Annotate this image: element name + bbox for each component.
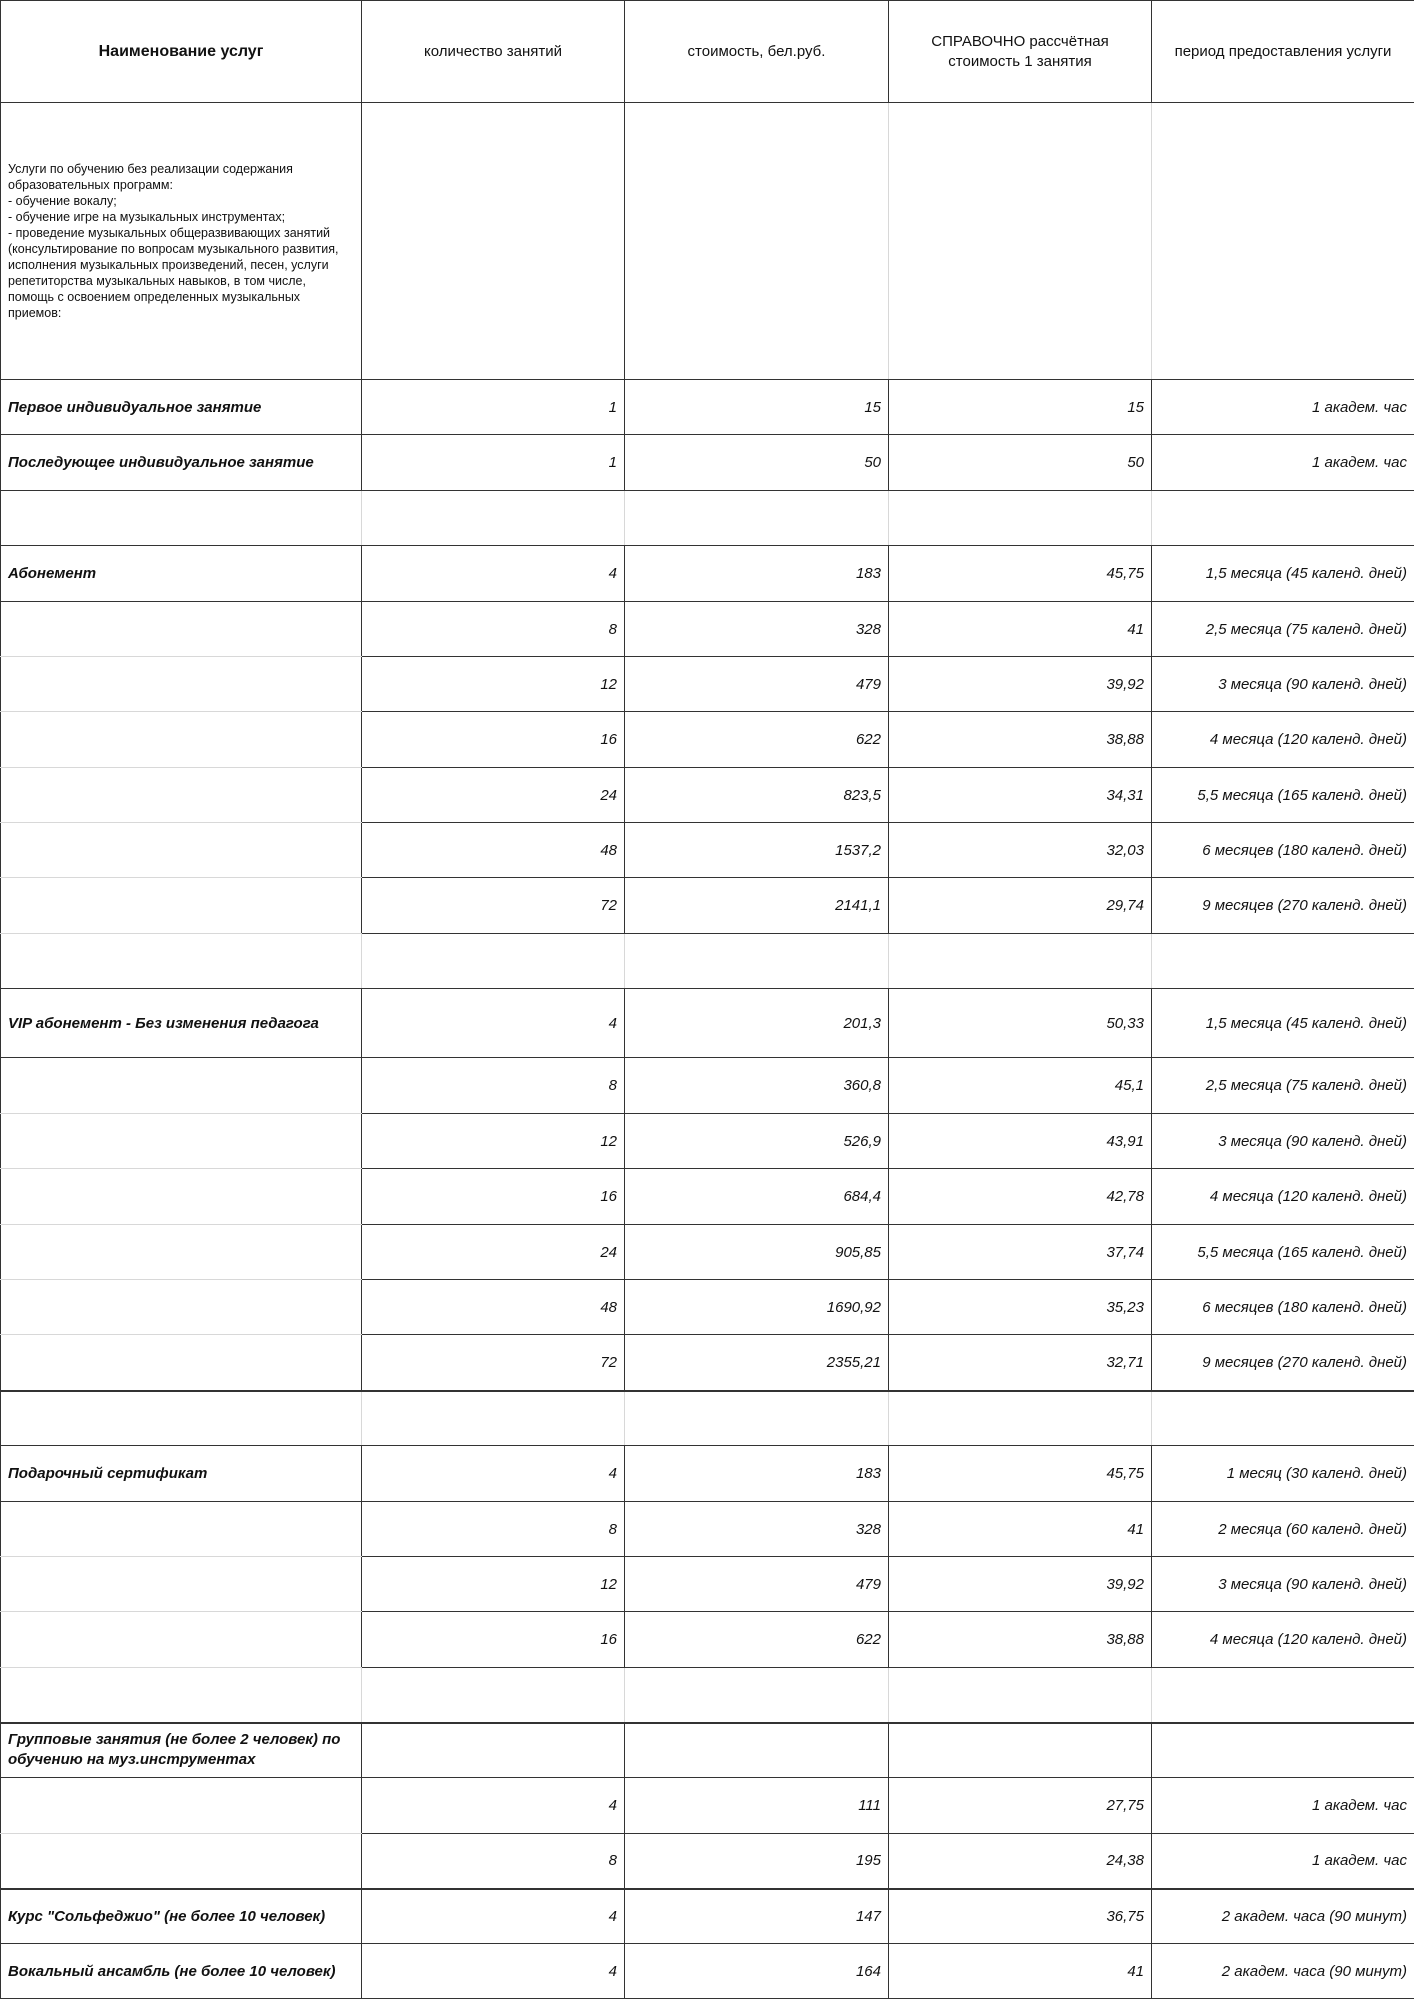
period-cell: 2 академ. часа (90 минут)	[1152, 1889, 1414, 1944]
period-cell: 1,5 месяца (45 календ. дней)	[1152, 989, 1414, 1058]
empty-cell	[1152, 934, 1414, 989]
header-price: стоимость, бел.руб.	[625, 1, 889, 103]
unit-price-cell: 39,92	[889, 657, 1152, 712]
header-name: Наименование услуг	[1, 1, 362, 103]
table-row	[1, 1114, 1414, 1169]
service-name-cell	[1, 878, 362, 934]
price-cell: 2141,1	[625, 878, 889, 934]
service-name-cell: Вокальный ансамбль (не более 10 человек)	[1, 1944, 362, 1999]
empty-cell	[1, 1391, 362, 1446]
lesson-count-cell: 8	[362, 1058, 625, 1114]
header-period: период предоставления услуги	[1152, 1, 1414, 103]
price-cell	[625, 1723, 889, 1778]
service-name-cell	[1, 1225, 362, 1280]
price-cell: 147	[625, 1889, 889, 1944]
period-cell: 2,5 месяца (75 календ. дней)	[1152, 1058, 1414, 1114]
price-cell: 164	[625, 1944, 889, 1999]
table-row	[1, 657, 1414, 712]
table-row	[1, 435, 1414, 491]
period-cell: 1 академ. час	[1152, 380, 1414, 435]
unit-price-cell: 45,75	[889, 546, 1152, 602]
lesson-count-cell: 72	[362, 878, 625, 934]
period-cell: 3 месяца (90 календ. дней)	[1152, 1114, 1414, 1169]
table-row	[1, 1778, 1414, 1834]
lesson-count-cell: 16	[362, 1169, 625, 1225]
table-row	[1, 1169, 1414, 1225]
table-row	[1, 1612, 1414, 1668]
empty-cell	[1152, 103, 1414, 380]
empty-cell	[889, 1391, 1152, 1446]
service-name-cell: Курс "Сольфеджио" (не более 10 человек)	[1, 1889, 362, 1944]
price-cell: 823,5	[625, 768, 889, 823]
empty-cell	[1, 491, 362, 546]
description-row	[1, 103, 1414, 380]
service-name-cell	[1, 768, 362, 823]
service-name-cell	[1, 1557, 362, 1612]
unit-price-cell	[889, 1723, 1152, 1778]
service-name-cell: Групповые занятия (не более 2 человек) по обучению на муз.инструментах	[1, 1723, 362, 1778]
service-name-cell: Подарочный сертификат	[1, 1446, 362, 1502]
empty-cell	[362, 103, 625, 380]
period-cell: 4 месяца (120 календ. дней)	[1152, 712, 1414, 768]
lesson-count-cell: 1	[362, 380, 625, 435]
unit-price-cell: 32,71	[889, 1335, 1152, 1391]
table-row	[1, 989, 1414, 1058]
table-body	[1, 103, 1414, 1999]
period-cell: 6 месяцев (180 календ. дней)	[1152, 1280, 1414, 1335]
lesson-count-cell: 48	[362, 823, 625, 878]
table-row	[1, 823, 1414, 878]
service-name-cell	[1, 1502, 362, 1557]
lesson-count-cell: 12	[362, 1114, 625, 1169]
lesson-count-cell: 16	[362, 712, 625, 768]
period-cell: 6 месяцев (180 календ. дней)	[1152, 823, 1414, 878]
spacer-row	[1, 1391, 1414, 1446]
price-cell: 360,8	[625, 1058, 889, 1114]
empty-cell	[362, 934, 625, 989]
table-row	[1, 1723, 1414, 1778]
unit-price-cell: 35,23	[889, 1280, 1152, 1335]
period-cell: 1 месяц (30 календ. дней)	[1152, 1446, 1414, 1502]
lesson-count-cell: 4	[362, 1944, 625, 1999]
period-cell: 9 месяцев (270 календ. дней)	[1152, 1335, 1414, 1391]
service-name-cell	[1, 1114, 362, 1169]
spacer-row	[1, 491, 1414, 546]
service-name-cell	[1, 1280, 362, 1335]
description-cell	[1, 103, 362, 380]
unit-price-cell: 38,88	[889, 1612, 1152, 1668]
unit-price-cell: 42,78	[889, 1169, 1152, 1225]
price-cell: 183	[625, 546, 889, 602]
lesson-count-cell: 48	[362, 1280, 625, 1335]
lesson-count-cell: 8	[362, 1834, 625, 1889]
lesson-count-cell: 16	[362, 1612, 625, 1668]
service-name-cell	[1, 1058, 362, 1114]
spacer-row	[1, 934, 1414, 989]
unit-price-cell: 32,03	[889, 823, 1152, 878]
lesson-count-cell: 4	[362, 1778, 625, 1834]
service-name-cell	[1, 1169, 362, 1225]
price-cell: 15	[625, 380, 889, 435]
unit-price-cell: 41	[889, 1944, 1152, 1999]
period-cell: 1,5 месяца (45 календ. дней)	[1152, 546, 1414, 602]
lesson-count-cell: 24	[362, 1225, 625, 1280]
unit-price-cell: 37,74	[889, 1225, 1152, 1280]
price-cell: 1690,92	[625, 1280, 889, 1335]
period-cell: 2 академ. часа (90 минут)	[1152, 1944, 1414, 1999]
table-row	[1, 1058, 1414, 1114]
lesson-count-cell: 4	[362, 989, 625, 1058]
service-name-cell	[1, 1834, 362, 1889]
service-name-cell: Первое индивидуальное занятие	[1, 380, 362, 435]
table-row	[1, 1889, 1414, 1944]
price-cell: 183	[625, 1446, 889, 1502]
table-row	[1, 712, 1414, 768]
empty-cell	[625, 934, 889, 989]
lesson-count-cell: 4	[362, 1889, 625, 1944]
period-cell: 5,5 месяца (165 календ. дней)	[1152, 768, 1414, 823]
unit-price-cell: 43,91	[889, 1114, 1152, 1169]
table-row	[1, 602, 1414, 657]
unit-price-cell: 38,88	[889, 712, 1152, 768]
price-cell: 622	[625, 1612, 889, 1668]
lesson-count-cell	[362, 1723, 625, 1778]
empty-cell	[1152, 1668, 1414, 1723]
table-row	[1, 1944, 1414, 1999]
service-name-cell	[1, 1612, 362, 1668]
period-cell: 2 месяца (60 календ. дней)	[1152, 1502, 1414, 1557]
period-cell: 2,5 месяца (75 календ. дней)	[1152, 602, 1414, 657]
empty-cell	[889, 1668, 1152, 1723]
table-row	[1, 768, 1414, 823]
table-row	[1, 1502, 1414, 1557]
period-cell: 3 месяца (90 календ. дней)	[1152, 657, 1414, 712]
price-cell: 905,85	[625, 1225, 889, 1280]
lesson-count-cell: 8	[362, 602, 625, 657]
table-row	[1, 1280, 1414, 1335]
price-cell: 479	[625, 1557, 889, 1612]
period-cell: 4 месяца (120 календ. дней)	[1152, 1169, 1414, 1225]
empty-cell	[625, 491, 889, 546]
service-name-cell: Последующее индивидуальное занятие	[1, 435, 362, 491]
price-cell: 2355,21	[625, 1335, 889, 1391]
service-name-cell: Абонемент	[1, 546, 362, 602]
header-row	[1, 1, 1414, 103]
empty-cell	[625, 1668, 889, 1723]
description-text: Услуги по обучению без реализации содержания образовательных программ: - обучение вокалу; - обучение игре на музыкальных инструментах; - проведение музыкальных общеразвивающих занятий (консультирование по вопросам музыкального развития, исполнения музыкальных произведений, песен, услуги репетиторства музыкальных навыков, в том числе, помощь с освоением определенных музыкальных приемов:	[8, 162, 339, 320]
empty-cell	[1152, 491, 1414, 546]
table-row	[1, 1446, 1414, 1502]
price-cell: 328	[625, 1502, 889, 1557]
price-cell: 50	[625, 435, 889, 491]
unit-price-cell: 41	[889, 602, 1152, 657]
unit-price-cell: 50,33	[889, 989, 1152, 1058]
table-row	[1, 380, 1414, 435]
empty-cell	[362, 1391, 625, 1446]
lesson-count-cell: 1	[362, 435, 625, 491]
header-unit-price: СПРАВОЧНО рассчётная стоимость 1 занятия	[889, 1, 1152, 103]
empty-cell	[1, 934, 362, 989]
header-count: количество занятий	[362, 1, 625, 103]
price-cell: 622	[625, 712, 889, 768]
table-row	[1, 878, 1414, 934]
lesson-count-cell: 4	[362, 1446, 625, 1502]
table-row	[1, 1225, 1414, 1280]
table-row	[1, 1335, 1414, 1391]
period-cell: 5,5 месяца (165 календ. дней)	[1152, 1225, 1414, 1280]
lesson-count-cell: 24	[362, 768, 625, 823]
price-cell: 201,3	[625, 989, 889, 1058]
lesson-count-cell: 12	[362, 657, 625, 712]
period-cell: 9 месяцев (270 календ. дней)	[1152, 878, 1414, 934]
empty-cell	[625, 1391, 889, 1446]
unit-price-cell: 39,92	[889, 1557, 1152, 1612]
unit-price-cell: 45,75	[889, 1446, 1152, 1502]
period-cell: 1 академ. час	[1152, 435, 1414, 491]
empty-cell	[889, 491, 1152, 546]
period-cell: 4 месяца (120 календ. дней)	[1152, 1612, 1414, 1668]
price-cell: 1537,2	[625, 823, 889, 878]
empty-cell	[625, 103, 889, 380]
empty-cell	[1, 1668, 362, 1723]
period-cell	[1152, 1723, 1414, 1778]
period-cell: 3 месяца (90 календ. дней)	[1152, 1557, 1414, 1612]
unit-price-cell: 50	[889, 435, 1152, 491]
price-cell: 526,9	[625, 1114, 889, 1169]
table-row	[1, 1834, 1414, 1889]
spacer-row	[1, 1668, 1414, 1723]
empty-cell	[889, 934, 1152, 989]
unit-price-cell: 36,75	[889, 1889, 1152, 1944]
table-row	[1, 546, 1414, 602]
price-cell: 111	[625, 1778, 889, 1834]
price-cell: 479	[625, 657, 889, 712]
service-name-cell	[1, 712, 362, 768]
unit-price-cell: 27,75	[889, 1778, 1152, 1834]
price-cell: 684,4	[625, 1169, 889, 1225]
empty-cell	[362, 491, 625, 546]
lesson-count-cell: 72	[362, 1335, 625, 1391]
price-cell: 195	[625, 1834, 889, 1889]
price-cell: 328	[625, 602, 889, 657]
unit-price-cell: 15	[889, 380, 1152, 435]
unit-price-cell: 34,31	[889, 768, 1152, 823]
lesson-count-cell: 12	[362, 1557, 625, 1612]
period-cell: 1 академ. час	[1152, 1778, 1414, 1834]
lesson-count-cell: 4	[362, 546, 625, 602]
unit-price-cell: 41	[889, 1502, 1152, 1557]
unit-price-cell: 29,74	[889, 878, 1152, 934]
service-name-cell	[1, 823, 362, 878]
empty-cell	[1152, 1391, 1414, 1446]
service-name-cell	[1, 1778, 362, 1834]
empty-cell	[362, 1668, 625, 1723]
service-name-cell	[1, 602, 362, 657]
unit-price-cell: 24,38	[889, 1834, 1152, 1889]
unit-price-cell: 45,1	[889, 1058, 1152, 1114]
service-name-cell: VIP абонемент - Без изменения педагога	[1, 989, 362, 1058]
service-name-cell	[1, 657, 362, 712]
service-name-cell	[1, 1335, 362, 1391]
lesson-count-cell: 8	[362, 1502, 625, 1557]
empty-cell	[889, 103, 1152, 380]
table-row	[1, 1557, 1414, 1612]
period-cell: 1 академ. час	[1152, 1834, 1414, 1889]
